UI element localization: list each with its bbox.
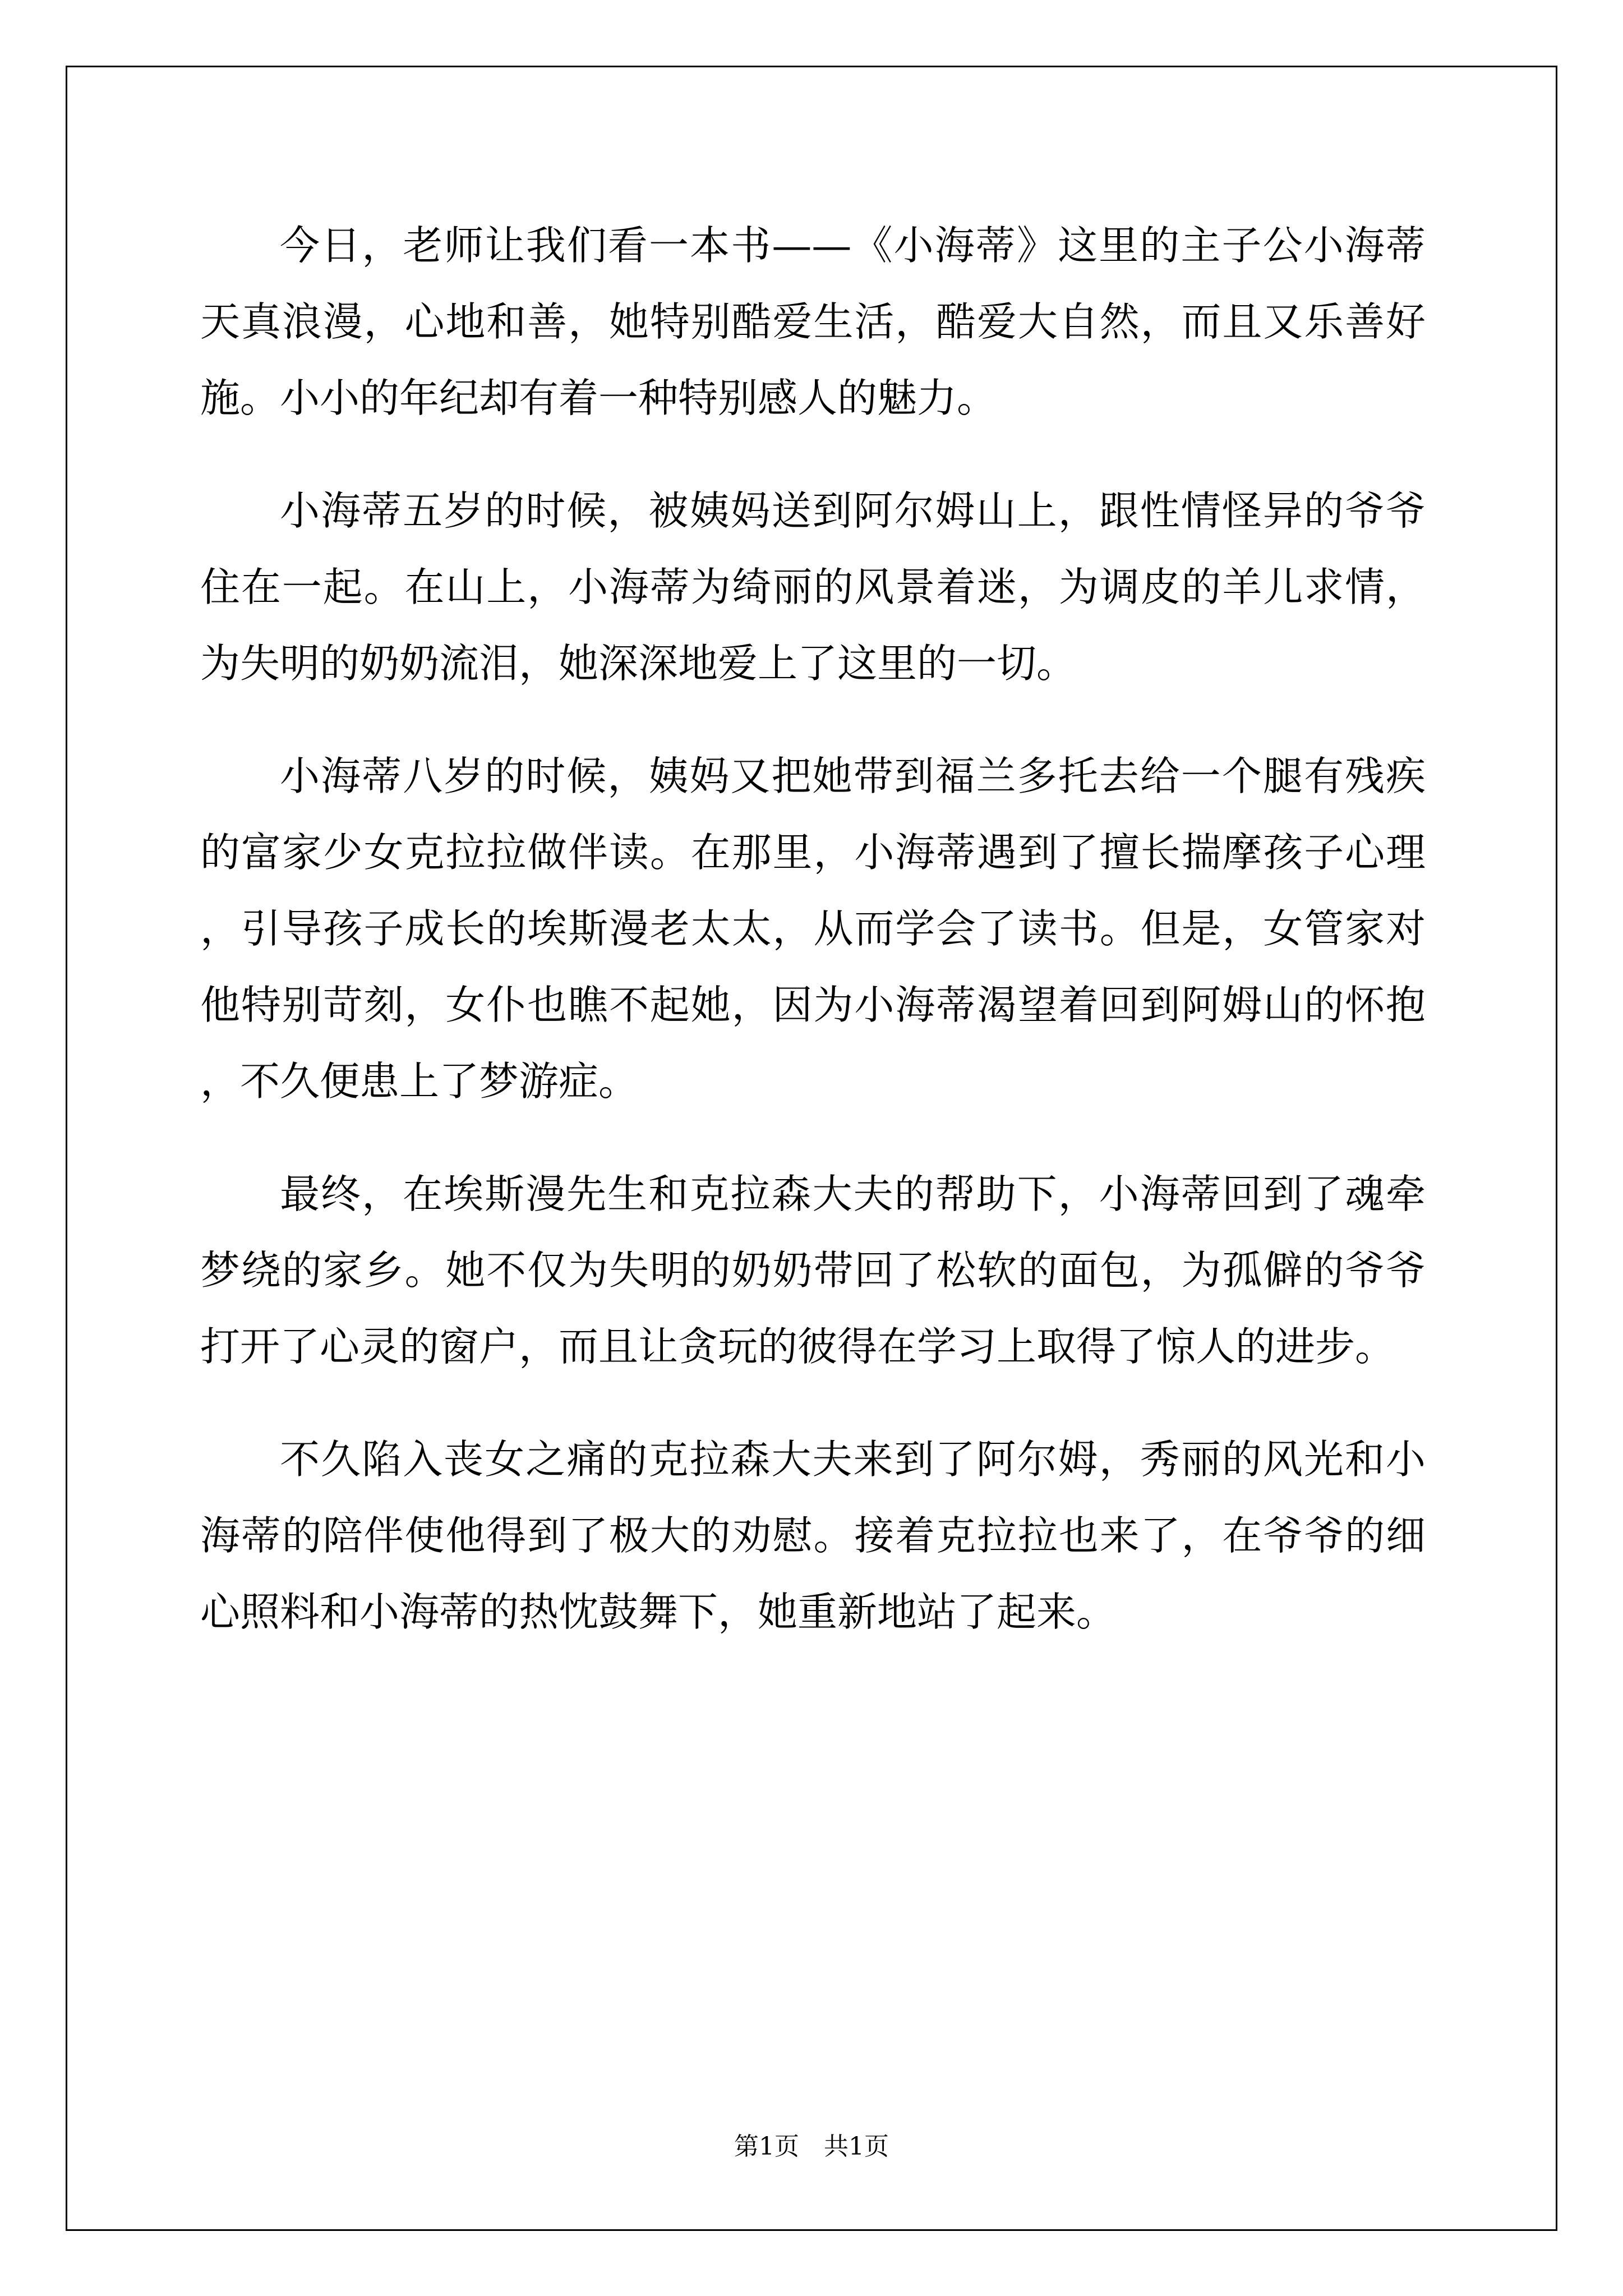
page-total: 共1页 bbox=[824, 2132, 889, 2161]
paragraph: 小海蒂五岁的时候，被姨妈送到阿尔姆山上，跟性情怪异的爷爷住在一起。在山上，小海蒂为绮丽的风景着迷，为调皮的羊儿求情，为失明的奶奶流泪，她深深地爱上了这里的一切。 bbox=[200, 487, 1426, 687]
paragraph: 不久陷入丧女之痛的克拉森大夫来到了阿尔姆，秀丽的风光和小海蒂的陪伴使他得到了极大的劝慰。接着克拉拉也来了，在爷爷的细心照料和小海蒂的热忱鼓舞下，她重新地站了起来。 bbox=[200, 1436, 1426, 1635]
document-body bbox=[200, 208, 1426, 1687]
paragraph: 最终，在埃斯漫先生和克拉森大夫的帮助下，小海蒂回到了魂牵梦绕的家乡。她不仅为失明的奶奶带回了松软的面包，为孤僻的爷爷打开了心灵的窗户，而且让贪玩的彼得在学习上取得了惊人的进步。 bbox=[200, 1171, 1426, 1370]
page-footer bbox=[0, 2130, 1623, 2164]
paragraph: 今日，老师让我们看一本书——《小海蒂》这里的主子公小海蒂天真浪漫，心地和善，她特别酷爱生活，酷爱大自然，而且又乐善好施。小小的年纪却有着一种特别感人的魅力。 bbox=[200, 222, 1426, 421]
paragraph: 小海蒂八岁的时候，姨妈又把她带到福兰多托去给一个腿有残疾的富家少女克拉拉做伴读。在那里，小海蒂遇到了擅长揣摩孩子心理，引导孩子成长的埃斯漫老太太，从而学会了读书。但是，女管家对他特别苛刻，女仆也瞧不起她，因为小海蒂渴望着回到阿姆山的怀抱，不久便患上了梦游症。 bbox=[200, 753, 1426, 1105]
page-number: 第1页 bbox=[734, 2132, 799, 2161]
